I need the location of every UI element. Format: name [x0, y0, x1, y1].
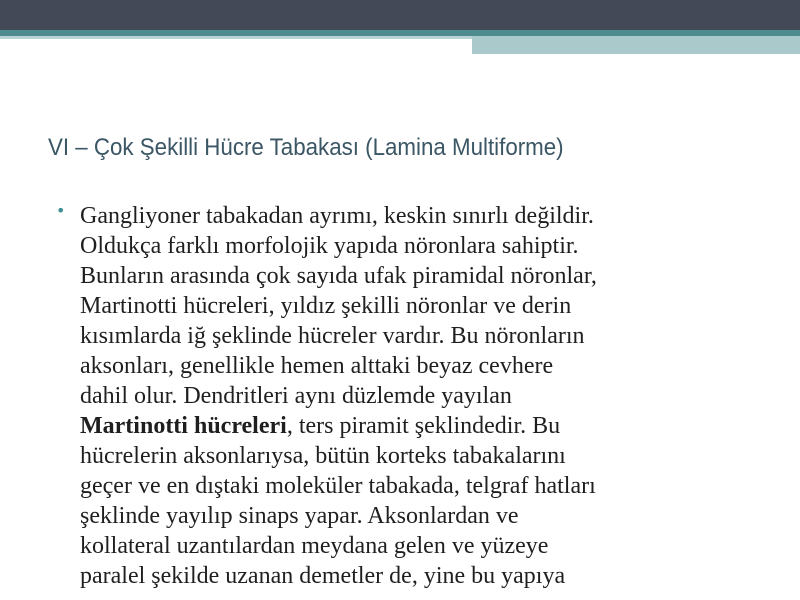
body-line: kollateral uzantılardan meydana gelen ve yüzeye: [80, 533, 549, 559]
body-line: aksonları, genellikle hemen alttaki beyaz cevhere: [80, 353, 554, 379]
body-line: şeklinde yayılıp sinaps yapar. Aksonlardan ve: [80, 503, 519, 529]
body-line-rest: , ters piramit şeklindedir. Bu: [286, 413, 561, 439]
body-line: geçer ve en dıştaki moleküler tabakada, telgraf hatları: [80, 473, 596, 499]
header-light-block: [472, 36, 800, 54]
body-line: Bunların arasında çok sayıda ufak piramidal nöronlar,: [80, 263, 597, 289]
body-line-mixed: [80, 411, 770, 441]
header-light-line: [0, 36, 472, 39]
body-line: hücrelerin aksonlarıysa, bütün korteks tabakalarını: [80, 443, 566, 469]
body-line: dahil olur. Dendritleri aynı düzlemde yayılan: [80, 383, 512, 409]
body-line: Gangliyoner tabakadan ayrımı, keskin sınırlı değildir.: [80, 203, 594, 229]
body-paragraph: [80, 201, 770, 591]
body-line: Martinotti hücreleri, yıldız şekilli nöronlar ve derin: [80, 293, 572, 319]
body-line: Oldukça farklı morfolojik yapıda nöronlara sahiptir.: [80, 233, 579, 259]
header-band: [0, 0, 800, 30]
slide-title: VI – Çok Şekilli Hücre Tabakası (Lamina Multiforme): [48, 134, 564, 161]
body-line: paralel şekilde uzanan demetler de, yine bu yapıya: [80, 563, 566, 589]
bold-term: Martinotti hücreleri: [80, 413, 287, 439]
body-line: kısımlarda iğ şeklinde hücreler vardır. Bu nöronların: [80, 323, 585, 349]
bullet-icon: •: [56, 201, 66, 220]
